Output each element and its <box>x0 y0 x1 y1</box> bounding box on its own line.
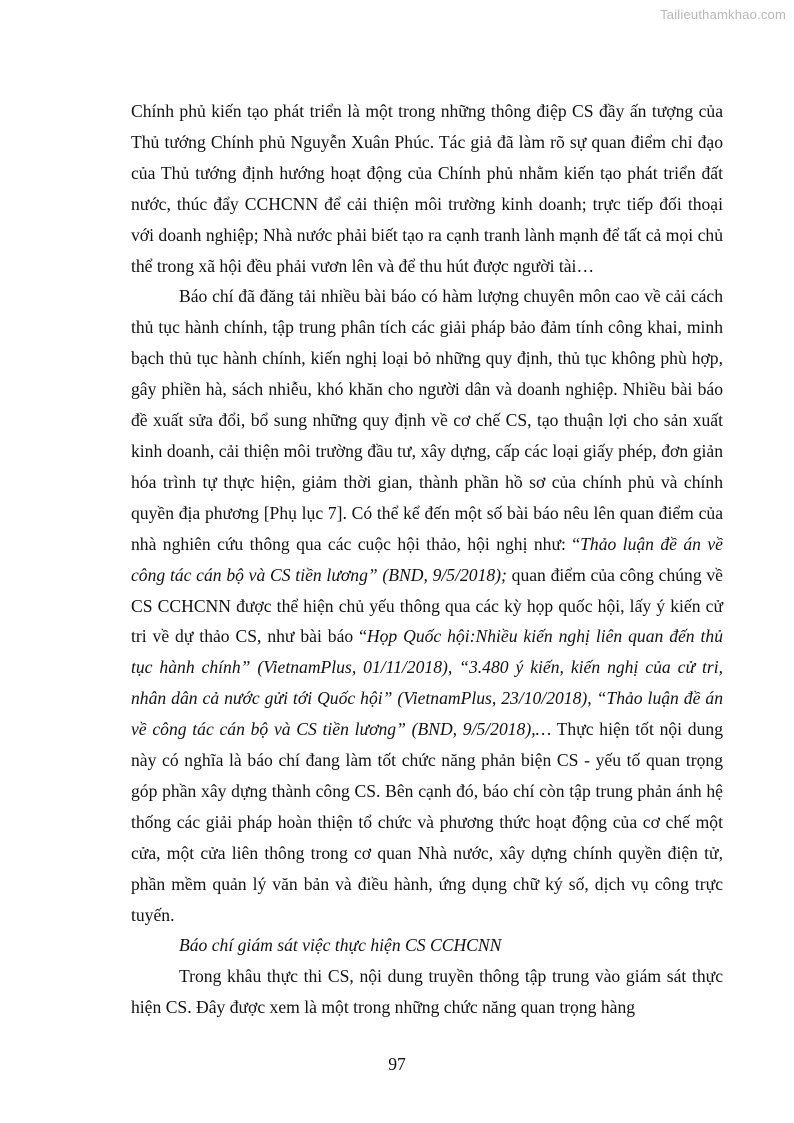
article-citation: Thảo luận đề án về công tác cán bộ và CS tiền lương” (BND, 9/5/2018); <box>131 533 723 585</box>
article-citation: Họp Quốc hội:Nhiều kiến nghị liên quan đến thủ tục hành chính” (VietnamPlus, 01/11/2018), “3.480 ý kiến, kiến nghị của cử tri, nhân dân cả nước gửi tới Quốc hội” (VietnamPlus, 23/10/2018), “Thảo luận đề án về công tác cán bộ và CS tiền lương” (BND, 9/5/2018),… <box>131 626 723 740</box>
document-body <box>131 96 723 1023</box>
paragraph-continuation: Chính phủ kiến tạo phát triển là một trong những thông điệp CS đầy ấn tượng của Thủ tướng Chính phủ Nguyễn Xuân Phúc. Tác giả đã làm rõ sự quan điểm chỉ đạo của Thủ tướng định hướng hoạt động của Chính phủ nhằm kiến tạo phát triển đất nước, thúc đẩy CCHCNN để cải thiện môi trường kinh doanh; trực tiếp đối thoại với doanh nghiệp; Nhà nước phải biết tạo ra cạnh tranh lành mạnh để tất cả mọi chủ thể trong xã hội đều phải vươn lên và để thu hút được người tài… <box>131 101 723 276</box>
paragraph-text: Thực hiện tốt nội dung này có nghĩa là báo chí đang làm tốt chức năng phản biện CS - yếu tố quan trọng góp phần xây dựng thành công CS. Bên cạnh đó, báo chí còn tập trung phản ánh hệ thống các giải pháp hoàn thiện tổ chức và phương thức hoạt động của cơ chế một cửa, một cửa liên thông trong cơ quan Nhà nước, xây dựng chính quyền điện tử, phần mềm quản lý văn bản và điều hành, ứng dụng chữ ký số, dịch vụ công trực tuyến. <box>131 719 723 925</box>
paragraph-text: Báo chí đã đăng tải nhiều bài báo có hàm lượng chuyên môn cao về cải cách thủ tục hành chính, tập trung phân tích các giải pháp bảo đảm tính công khai, minh bạch thủ tục hành chính, kiến nghị loại bỏ những quy định, thủ tục không phù hợp, gây phiền hà, sách nhiễu, khó khăn cho người dân và doanh nghiệp. Nhiều bài báo đề xuất sửa đổi, bổ sung những quy định về cơ chế CS, tạo thuận lợi cho sản xuất kinh doanh, cải thiện môi trường đầu tư, xây dựng, cấp các loại giấy phép, đơn giản hóa trình tự thực hiện, giảm thời gian, thành phần hồ sơ của chính phủ và chính quyền địa phương [Phụ lục 7]. Có thể kể đến một số bài báo nêu lên quan điểm của nhà nghiên cứu thông qua các cuộc hội thảo, hội nghị như: “ <box>131 286 723 554</box>
page-number: 97 <box>388 1054 406 1074</box>
paragraph-press-reform <box>131 281 723 930</box>
watermark: Tailieuthamkhao.com <box>660 7 786 22</box>
section-subheading: Báo chí giám sát việc thực hiện CS CCHCNN <box>179 935 502 956</box>
paragraph-text: quan điểm của công chúng về CS CCHCNN được thể hiện chủ yếu thông qua các kỳ họp quốc hội, lấy ý kiến cử tri về dự thảo CS, như bài báo “ <box>131 564 723 647</box>
paragraph-monitoring: Trong khâu thực thi CS, nội dung truyền thông tập trung vào giám sát thực hiện CS. Đây được xem là một trong những chức năng quan trọng hàng <box>131 966 723 1018</box>
